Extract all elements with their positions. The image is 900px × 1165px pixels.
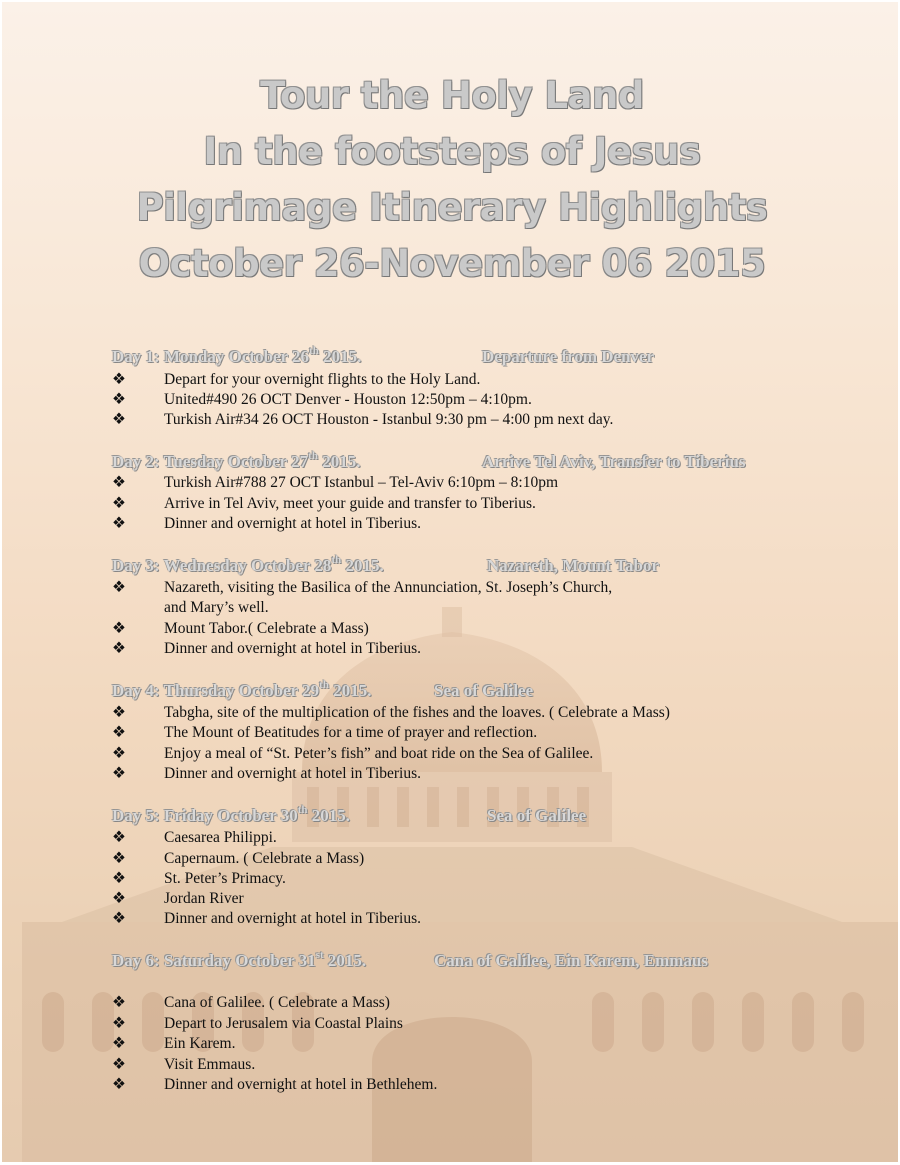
day-label-year: 2015. bbox=[341, 556, 384, 575]
itinerary-page bbox=[2, 2, 898, 1162]
list-item-text: Arrive in Tel Aviv, meet your guide and transfer to Tiberius. bbox=[164, 495, 536, 512]
day-heading bbox=[112, 450, 746, 474]
day-label: Day 1: Monday October 26 bbox=[112, 347, 310, 366]
diamond-bullet-icon: ❖ bbox=[112, 391, 126, 408]
diamond-bullet-icon: ❖ bbox=[112, 1076, 126, 1093]
list-item-text: Mount Tabor.( Celebrate a Mass) bbox=[164, 620, 369, 637]
day-label: Day 5: Friday October 30 bbox=[112, 806, 298, 825]
list-item-text: Dinner and overnight at hotel in Bethlehem. bbox=[164, 1076, 438, 1093]
title-line-3: Pilgrimage Itinerary Highlights bbox=[136, 186, 768, 229]
list-item-text: Depart to Jerusalem via Coastal Plains bbox=[164, 1015, 403, 1032]
diamond-bullet-icon: ❖ bbox=[112, 910, 126, 927]
diamond-bullet-icon: ❖ bbox=[112, 579, 126, 596]
list-item-text: Dinner and overnight at hotel in Tiberius. bbox=[164, 515, 422, 532]
title-line-4: October 26-November 06 2015 bbox=[138, 242, 766, 285]
day-label-suffix: th bbox=[331, 554, 342, 567]
day-label: Day 2: Tuesday October 27 bbox=[112, 452, 309, 471]
day-label-suffix: th bbox=[309, 345, 319, 358]
day-heading bbox=[112, 345, 655, 369]
diamond-bullet-icon: ❖ bbox=[112, 1015, 126, 1032]
list-item-text: The Mount of Beatitudes for a time of prayer and reflection. bbox=[164, 724, 538, 741]
diamond-bullet-icon: ❖ bbox=[112, 1035, 126, 1052]
list-item-text: Depart for your overnight flights to the Holy Land. bbox=[164, 371, 481, 388]
diamond-bullet-icon: ❖ bbox=[112, 890, 126, 907]
day-label-year: 2015. bbox=[307, 806, 350, 825]
diamond-bullet-icon: ❖ bbox=[112, 411, 126, 428]
list-item-text: Dinner and overnight at hotel in Tiberius. bbox=[164, 640, 422, 657]
list-item-text: and Mary’s well. bbox=[164, 599, 269, 616]
day-label-year: 2015. bbox=[328, 681, 372, 700]
list-item-text: Turkish Air#788 27 OCT Istanbul – Tel-Aviv 6:10pm – 8:10pm bbox=[164, 474, 559, 491]
diamond-bullet-icon: ❖ bbox=[112, 765, 126, 782]
day-destination: Sea of Galilee bbox=[434, 681, 534, 700]
day-destination: Departure from Denver bbox=[482, 347, 655, 366]
diamond-bullet-icon: ❖ bbox=[112, 745, 126, 762]
day-label-year: 2015. bbox=[318, 347, 362, 366]
day-destination: Sea of Galilee bbox=[487, 806, 587, 825]
day-heading bbox=[112, 949, 709, 973]
diamond-bullet-icon: ❖ bbox=[112, 640, 126, 657]
diamond-bullet-icon: ❖ bbox=[112, 704, 126, 721]
day-label: Day 3: Wednesday October 28 bbox=[112, 556, 332, 575]
diamond-bullet-icon: ❖ bbox=[112, 495, 126, 512]
list-item-text: Visit Emmaus. bbox=[164, 1056, 256, 1073]
list-item-text: Tabgha, site of the multiplication of the fishes and the loaves. ( Celebrate a Mass) bbox=[164, 704, 670, 721]
day-label-suffix: th bbox=[308, 450, 318, 463]
day-heading bbox=[112, 554, 660, 578]
title-line-2: In the footsteps of Jesus bbox=[203, 130, 701, 173]
list-item-text: United#490 26 OCT Denver - Houston 12:50pm – 4:10pm. bbox=[164, 391, 532, 408]
title-line-1: Tour the Holy Land bbox=[260, 74, 644, 117]
list-item-text: Jordan River bbox=[164, 890, 244, 907]
list-item-text: Dinner and overnight at hotel in Tiberius. bbox=[164, 910, 422, 927]
list-item-text: Enjoy a meal of “St. Peter’s fish” and boat ride on the Sea of Galilee. bbox=[164, 745, 594, 762]
list-item-text: Dinner and overnight at hotel in Tiberius. bbox=[164, 765, 422, 782]
list-item-text: St. Peter’s Primacy. bbox=[164, 870, 286, 887]
diamond-bullet-icon: ❖ bbox=[112, 994, 126, 1011]
diamond-bullet-icon: ❖ bbox=[112, 474, 126, 491]
day-label-suffix: st bbox=[315, 949, 324, 962]
diamond-bullet-icon: ❖ bbox=[112, 724, 126, 741]
diamond-bullet-icon: ❖ bbox=[112, 829, 126, 846]
diamond-bullet-icon: ❖ bbox=[112, 870, 126, 887]
day-label-year: 2015. bbox=[317, 452, 361, 471]
diamond-bullet-icon: ❖ bbox=[112, 620, 126, 637]
day-heading bbox=[112, 679, 534, 703]
list-item-text: Caesarea Philippi. bbox=[164, 829, 277, 846]
diamond-bullet-icon: ❖ bbox=[112, 515, 126, 532]
diamond-bullet-icon: ❖ bbox=[112, 850, 126, 867]
day-destination: Arrive Tel Aviv, Transfer to Tiberius bbox=[482, 452, 746, 471]
list-item-text: Cana of Galilee. ( Celebrate a Mass) bbox=[164, 994, 390, 1011]
list-item-text: Ein Karem. bbox=[164, 1035, 236, 1052]
day-label: Day 6: Saturday October 31 bbox=[112, 951, 316, 970]
day-label-year: 2015. bbox=[323, 951, 367, 970]
day-destination: Cana of Galilee, Ein Karem, Emmaus bbox=[434, 951, 709, 970]
day-label: Day 4: Thursday October 29 bbox=[112, 681, 320, 700]
day-heading bbox=[112, 804, 587, 828]
list-item-text: Turkish Air#34 26 OCT Houston - Istanbul 9:30 pm – 4:00 pm next day. bbox=[164, 411, 614, 428]
diamond-bullet-icon: ❖ bbox=[112, 1056, 126, 1073]
day-label-suffix: th bbox=[319, 679, 329, 692]
day-label-suffix: th bbox=[297, 804, 308, 817]
day-destination: Nazareth, Mount Tabor bbox=[487, 556, 660, 575]
diamond-bullet-icon: ❖ bbox=[112, 371, 126, 388]
list-item-text: Capernaum. ( Celebrate a Mass) bbox=[164, 850, 365, 867]
list-item-text: Nazareth, visiting the Basilica of the Annunciation, St. Joseph’s Church, bbox=[164, 579, 613, 596]
